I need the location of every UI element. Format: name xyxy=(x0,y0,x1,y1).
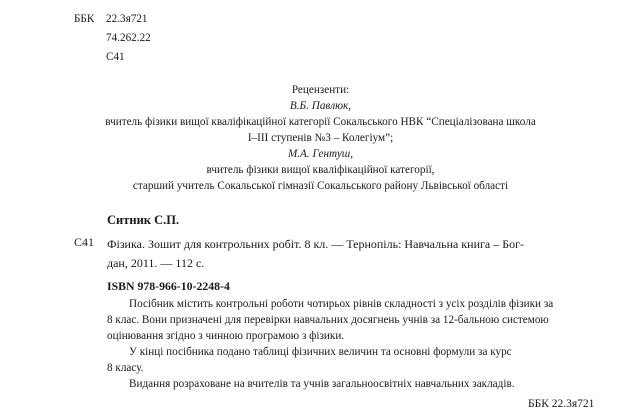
bibliographic-code: С41 xyxy=(74,235,95,249)
classification-block xyxy=(74,13,151,70)
isbn: ISBN 978-966-10-2248-4 xyxy=(107,279,230,293)
annotation-p1-line-2: 8 клас. Вони призначені для перевірки навчальних досягнень учнів за 12-бальною системою xyxy=(107,314,549,326)
bbk-code-2: 74.262.22 xyxy=(106,32,151,44)
book-author: Ситник С.П. xyxy=(107,213,180,227)
bibliographic-description-line-1: Фізика. Зошит для контрольних робіт. 8 кл. — Тернопіль: Навчальна книга – Бог- xyxy=(107,237,525,251)
reviewer-2-position-line-1: вчитель фізики вищої кваліфікаційної категорії, xyxy=(206,164,435,176)
bbk-row-2 xyxy=(74,32,151,51)
bibliographic-description xyxy=(107,235,524,273)
bibliographic-description-line-2: дан, 2011. — 112 с. xyxy=(107,256,205,270)
annotation-p2-line-2: 8 класу. xyxy=(107,362,144,374)
bbk-row-3 xyxy=(74,51,151,70)
annotation-p1-line-3: оцінювання згідно з чинною програмою з фізики. xyxy=(107,330,345,342)
reviewer-1-name: В.Б. Павлюк, xyxy=(289,100,352,112)
bbk-code-1: 22.3я721 xyxy=(106,13,148,25)
reviewers-block xyxy=(0,82,641,194)
annotation xyxy=(107,296,593,392)
reviewers-heading: Рецензенти: xyxy=(291,84,350,96)
bbk-row-1 xyxy=(74,13,151,32)
bbk-label: ББК xyxy=(74,13,95,25)
reviewer-2-name: М.А. Гентуш, xyxy=(287,148,354,160)
author-mark: С41 xyxy=(106,51,125,63)
reviewer-2-position-line-2: старший учитель Сокальської гімназії Сокальського району Львівської області xyxy=(132,180,509,192)
annotation-p3-line-1: Видання розраховане на вчителів та учнів загальноосвітніх навчальних закладів. xyxy=(129,378,515,390)
annotation-p1-line-1: Посібник містить контрольні роботи чотирьох рівнів складності з усіх розділів фізики за xyxy=(129,298,554,310)
footer-bbk: ББК 22.3я721 xyxy=(528,398,595,410)
reviewer-1-position-line-2: I–III ступенів №3 – Колегіум”; xyxy=(247,132,394,144)
reviewer-1-position-line-1: вчитель фізики вищої кваліфікаційної категорії Сокальського НВК “Спеціалізована школа xyxy=(105,116,536,128)
annotation-p2-line-1: У кінці посібника подано таблиці фізичних величин та основні формули за курс xyxy=(129,346,512,358)
